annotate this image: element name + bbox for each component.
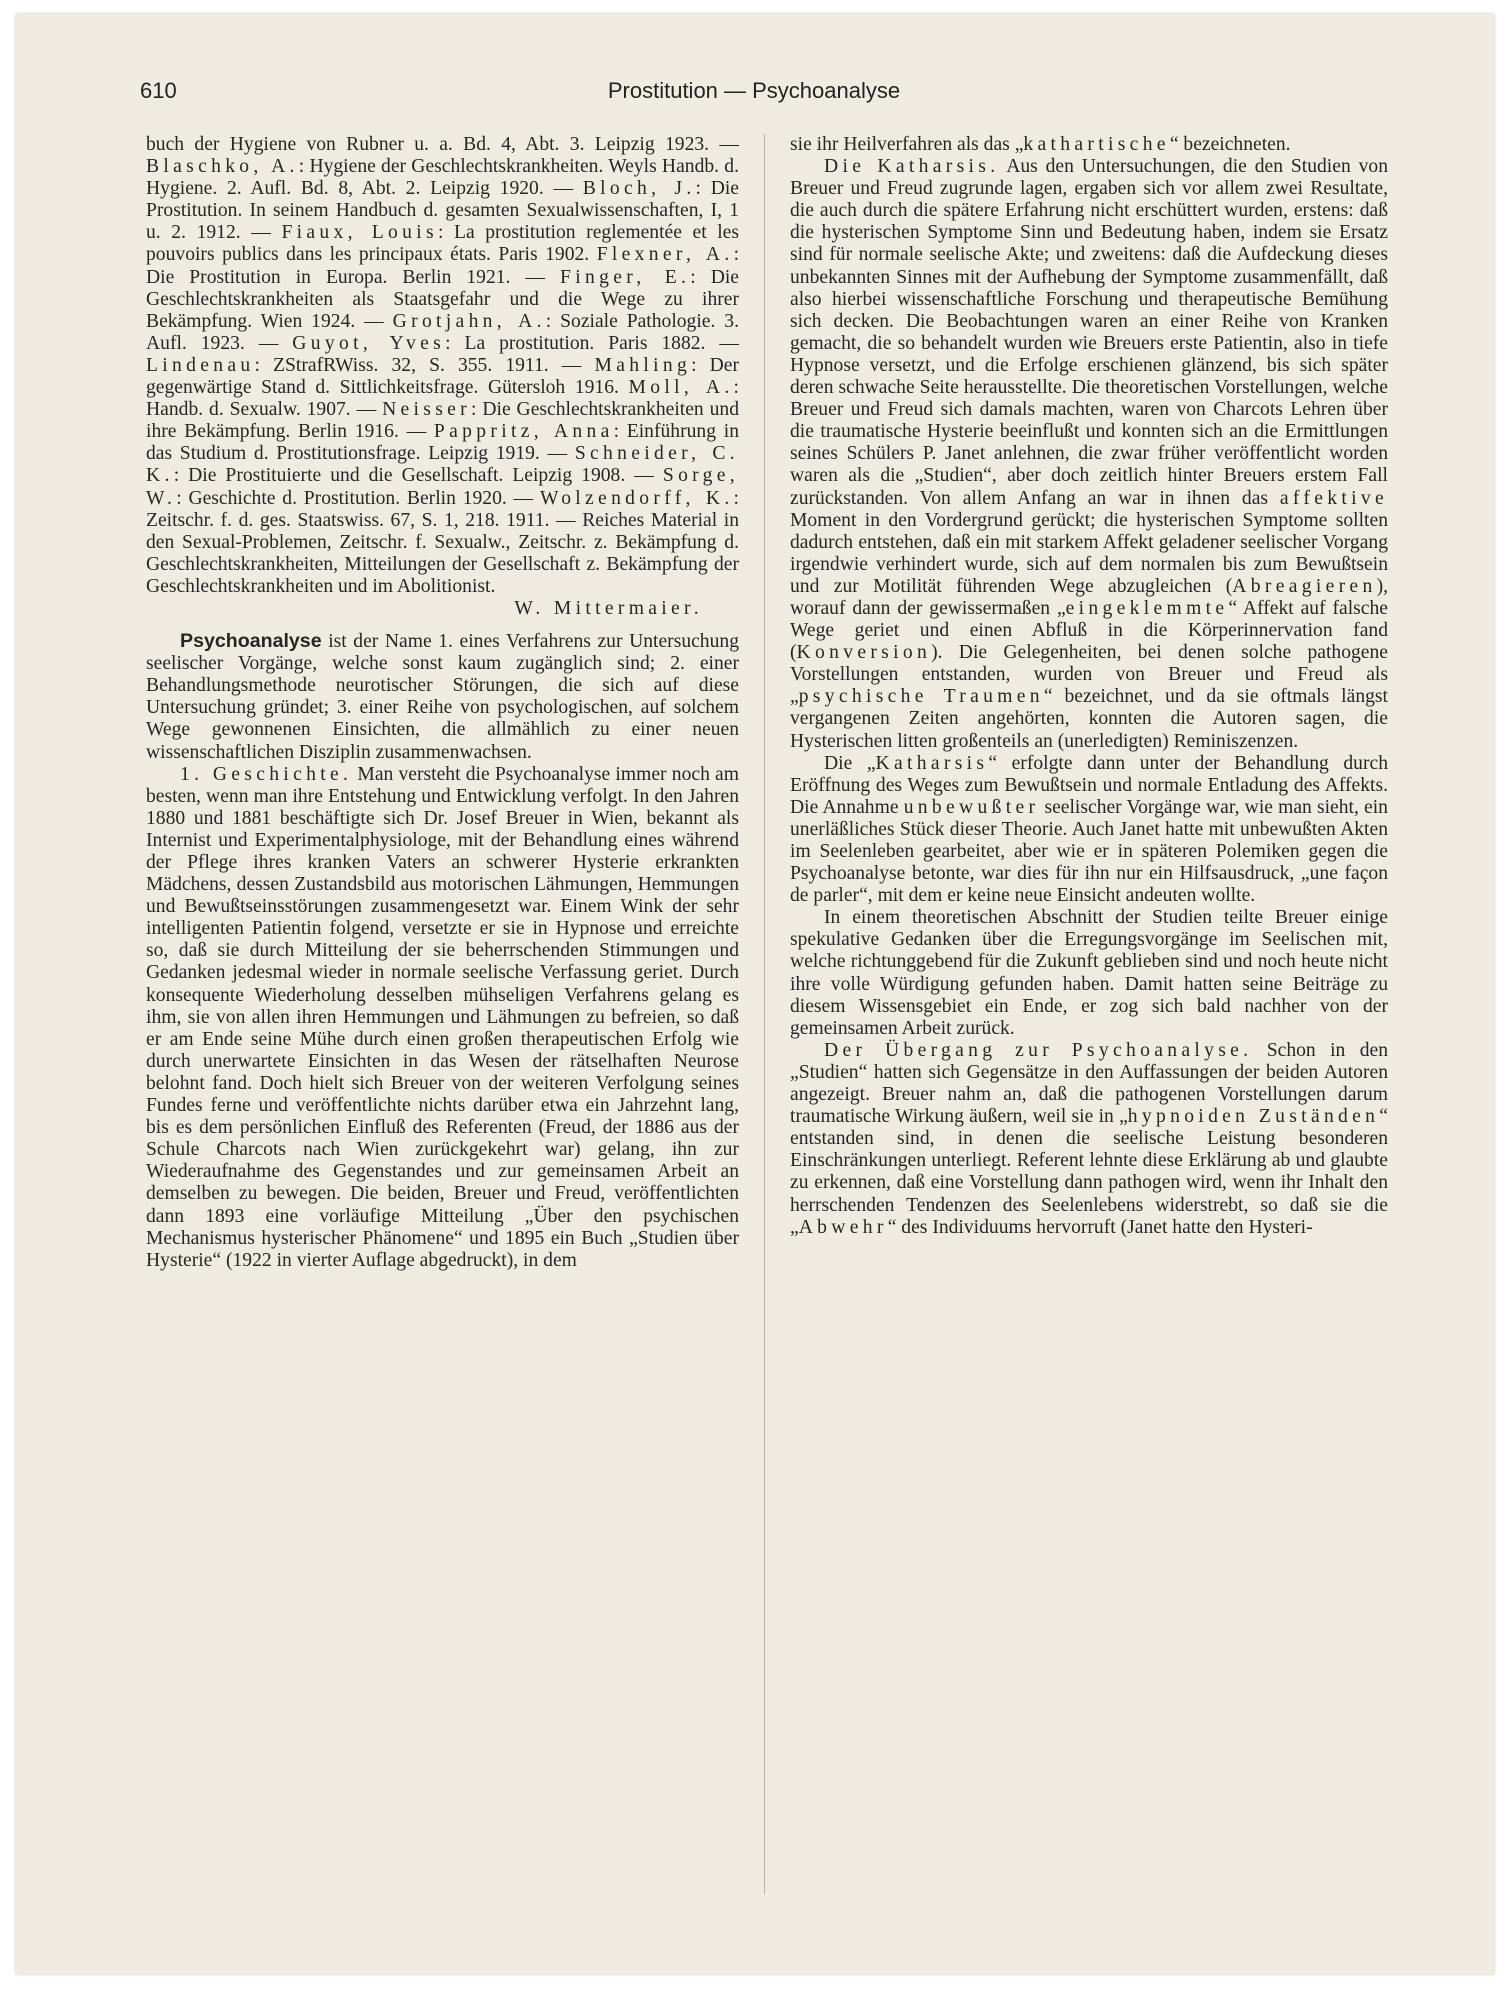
paragraph-katharsis-method: Die „Katharsis“ erfolgte dann unter der Behandlung durch Eröffnung des Weges zum Bewußtsein und normale Entladung des Affekts. Die Annahme unbewußter seelischer Vorgänge war, wie man sieht, ein unerläßliches Stück dieser Theorie. Auch Janet hatte mit unbewußten Akten im Seelenleben gearbeitet, aber wie er in späteren Polemiken gegen die Psychoanalyse betonte, war dies für ihn nur ein Hilfsausdruck, „une façon de parler“, mit dem er keine neue Einsicht andeuten wollte. [790,752,1388,907]
author-signature: W. Mittermaier. [514,597,703,619]
page-number: 610 [140,78,177,103]
history-heading: 1. Geschichte. [180,763,353,785]
page-header [140,78,1368,112]
bibliography-prostitution: buch der Hygiene von Rubner u. a. Bd. 4, Abt. 3. Leipzig 1923. — Blaschko, A.: Hygiene der Geschlechtskrankheiten. Weyls Handb. d. Hygiene. 2. Aufl. Bd. 8, Abt. 2. Leipzig 1920. — Bloch, J.: Die Prostitution. In seinem Handbuch d. gesamten Sexualwissenschaften, I, 1 u. 2. 1912. — Fiaux, Louis: La prostitution reglementée et les pouvoirs publics dans les principaux états. Paris 1902. Flexner, A.: Die Prostitution in Europa. Berlin 1921. — Finger, E.: Die Geschlechtskrankheiten als Staatsgefahr und die Wege zu ihrer Bekämpfung. Wien 1924. — Grotjahn, A.: Soziale Pathologie. 3. Aufl. 1923. — Guyot, Yves: La prostitution. Paris 1882. — Lindenau: ZStrafRWiss. 32, S. 355. 1911. — Mahling: Der gegenwärtige Stand d. Sittlichkeitsfrage. Gütersloh 1916. Moll, A.: Handb. d. Sexualw. 1907. — Neisser: Die Geschlechtskrankheiten und ihre Bekämpfung. Berlin 1916. — Pappritz, Anna: Einführung in das Studium d. Prostitutionsfrage. Leipzig 1919. — Schneider, C. K.: Die Prostituierte und die Gesellschaft. Leipzig 1908. — Sorge, W.: Geschichte d. Prostitution. Berlin 1920. — Wolzendorff, K.: Zeitschr. f. d. ges. Staatswiss. 67, S. 1, 218. 1911. — Reiches Material in den Sexual-Problemen, Zeitschr. f. Sexualw., Zeitschr. z. Bekämpfung d. Geschlechtskrankheiten, Mitteilungen der Gesellschaft z. Bekämpfung der Geschlechtskrankheiten und im Abolitionist. [146,134,740,597]
right-column [790,134,1388,1239]
left-column [146,134,739,1272]
transition-heading: Der Übergang zur Psychoanalyse. [824,1039,1253,1061]
katharsis-heading: Die Katharsis. [824,156,1000,178]
section-history: 1. Geschichte. Man versteht die Psychoanalyse immer noch am besten, wenn man ihre Entstehung und Entwicklung verfolgt. In den Jahren 1880 und 1881 beschäftigte sich Dr. Josef Breuer in Wien, bekannt als Internist und Experimentalphysiologe, mit der Behandlung eines während der Pflege ihres kranken Vaters an schwerer Hysterie erkrankten Mädchens, dessen Zustandsbild aus motorischen Lähmungen, Hemmungen und Bewußtseinsstörungen zusammengesetzt war. Einem Wink der sehr intelligenten Patientin folgend, versetzte er sie in Hypnose und erreichte so, daß sie durch Mitteilung der sie beherrschenden Stimmungen und Gedanken jedesmal wieder in normale seelische Verfassung geriet. Durch konsequente Wiederholung desselben mühseligen Verfahrens gelang es ihm, sie von allen ihren Hemmungen und Lähmungen zu befreien, so daß er am Ende seine Mühe durch einen großen therapeutischen Erfolg wie durch unerwartete Einsichten in das Wesen der rätselhaften Neurose belohnt fand. Doch hielt sich Breuer von der weiteren Verfolgung seines Fundes ferne und veröffentlichte nichts darüber etwa ein Jahrzehnt lang, bis es dem persönlichen Einfluß des Referenten (Freud, der 1886 aus der Schule Charcots nach Wien zurückgekehrt war) gelang, ihn zur Wiederaufnahme des Gegenstandes und zur gemeinsamen Arbeit an demselben zu bewegen. Die beiden, Breuer und Freud, veröffentlichten dann 1893 eine vorläufige Mitteilung „Über den psychischen Mechanismus hysterischer Phänomene“ und 1895 ein Buch „Studien über Hysterie“ (1922 in vierter Auflage abgedruckt), in dem [146,763,739,1271]
section-katharsis: Die Katharsis. Aus den Untersuchungen, die den Studien von Breuer und Freud zugrunde lagen, ergaben sich vor allem zwei Resultate, die auch durch die spätere Erfahrung nicht erschüttert wurden, erstens: daß die hysterischen Symptome Sinn und Bedeutung haben, indem sie Ersatz sind für normale seelische Akte; und zweitens: daß die Aufdeckung dieses unbekannten Sinnes mit der Aufhebung der Symptome zusammenfällt, daß also hierbei wissenschaftliche Forschung und therapeutische Bemühung sich decken. Die Beobachtungen waren an einer Reihe von Kranken gemacht, die so behandelt wurden wie Breuers erste Patientin, also in tiefe Hypnose versetzt, und die Erfolge erschienen glänzend, bis sich später deren schwache Seite herausstellte. Die theoretischen Vorstellungen, welche Breuer und Freud sich damals machten, waren von Charcots Lehren über die traumatische Hysterie beeinflußt und konnten sich an die Ermittlungen seines Schülers P. Janet anlehnen, die zwar früher veröffentlicht worden waren als die „Studien“, aber doch zeitlich hinter Breuers erstem Fall zurückstanden. Von allem Anfang an war in ihnen das affektive Moment in den Vordergrund gerückt; die hysterischen Symptome sollten dadurch entstehen, daß ein mit starkem Affekt geladener seelischer Vorgang irgendwie verhindert wurde, sich auf dem normalen bis zum Bewußtsein und zur Motilität führenden Wege abzugleichen (Abreagieren), worauf dann der gewissermaßen „eingeklemmte“ Affekt auf falsche Wege geriet und einen Abfluß in die Körperinnervation fand (Konversion). Die Gelegenheiten, bei denen solche pathogene Vorstellungen entstanden, wurden von Breuer und Freud als „psychische Traumen“ bezeichnet, und da sie oftmals längst vergangenen Zeiten angehörten, konnten die Autoren sagen, die Hysterischen litten großenteils an (unerledigten) Reminiszenzen. [790,156,1388,752]
paragraph-breuer-theory: In einem theoretischen Abschnitt der Studien teilte Breuer einige spekulative Gedanken über die Erregungsvorgänge im Seelischen mit, welche richtunggebend für die Zukunft geblieben sind und noch heute nicht ihre volle Würdigung gefunden haben. Damit hatten seine Beiträge zu diesem Wissensgebiet ein Ende, er zog sich bald nachher von der gemeinsamen Arbeit zurück. [790,907,1388,1039]
paragraph-continued: sie ihr Heilverfahren als das „kathartische“ bezeichneten. [790,134,1291,155]
entry-keyword: Psychoanalyse [180,630,322,653]
running-title: Prostitution — Psychoanalyse [607,78,901,103]
column-divider [764,134,765,1894]
section-transition: Der Übergang zur Psychoanalyse. Schon in den „Studien“ hatten sich Gegensätze in den Auffassungen der beiden Autoren angezeigt. Breuer nahm an, daß die pathogenen Vorstellungen darum traumatische Wirkung äußern, weil sie in „hypnoiden Zuständen“ entstanden sind, in denen die seelische Leistung besonderen Einschränkungen unterliegt. Referent lehnte diese Erklärung ab und glaubte zu erkennen, daß eine Vorstellung dann pathogen wird, wenn ihr Inhalt den herrschenden Tendenzen des Seelenlebens widerstrebt, so daß sie die „Abwehr“ des Individuums hervorruft (Janet hatte den Hysteri- [790,1039,1388,1238]
entry-psychoanalyse-intro: Psychoanalyse ist der Name 1. eines Verfahrens zur Untersuchung seelischer Vorgänge, welche sonst kaum zugänglich sind; 2. einer Behandlungsmethode neurotischer Störungen, die sich auf diese Untersuchung gründet; 3. einer Reihe von psychologischen, auf solchem Wege gewonnenen Einsichten, die allmählich zu einer neuen wissenschaftlichen Disziplin zusammenwachsen. [146,630,739,763]
